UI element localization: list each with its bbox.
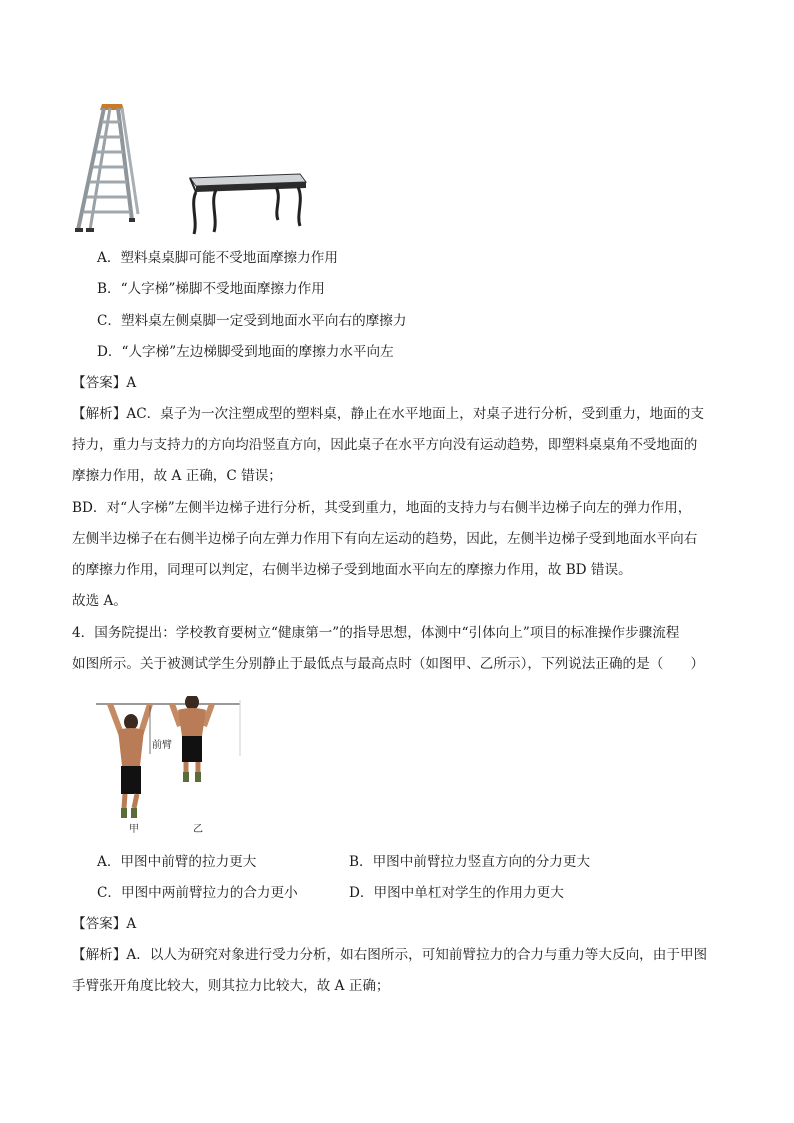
q4-stem-line: 如图所示。关于被测试学生分别静止于最低点与最高点时（如图甲、乙所示），下列说法正确的是（ ） — [72, 656, 705, 672]
figure-jia-person — [110, 704, 150, 818]
q3-option-c: C．塑料桌左侧桌脚一定受到地面水平向右的摩擦力 — [97, 313, 407, 329]
figure-label-yi: 乙 — [193, 824, 203, 835]
q3-analysis-line: 【解析】AC．桌子为一次注塑成型的塑料桌，静止在水平地面上，对桌子进行分析，受到重力，地面的支 — [72, 406, 704, 422]
q4-option-a: A．甲图中前臂的拉力更大 — [97, 854, 257, 870]
q3-option-a: A．塑料桌桌脚可能不受地面摩擦力作用 — [97, 250, 338, 266]
q3-analysis-line: 的摩擦力作用，同理可以判定，右侧半边梯子受到地面水平向左的摩擦力作用，故 BD 错误。 — [72, 562, 632, 578]
q3-option-d: D．“人字梯”左边梯脚受到地面的摩擦力水平向左 — [97, 344, 394, 360]
q4-answer: 【答案】A — [72, 916, 137, 932]
q3-analysis-line: 左侧半边梯子在右侧半边梯子向左弹力作用下有向左运动的趋势，因此，左侧半边梯子受到地面水平向右 — [72, 531, 698, 547]
q3-option-b: B．“人字梯”梯脚不受地面摩擦力作用 — [97, 281, 325, 297]
pull-up-figure — [94, 696, 244, 838]
q3-conclusion: 故选 A。 — [72, 593, 127, 609]
q3-answer: 【答案】A — [72, 375, 137, 391]
figure-label-jia: 甲 — [129, 824, 139, 835]
ladder-image — [72, 102, 142, 234]
figure-yi-person — [172, 696, 212, 782]
q3-analysis-line: 摩擦力作用，故 A 正确，C 错误； — [72, 468, 282, 484]
q4-option-b: B．甲图中前臂拉力竖直方向的分力更大 — [349, 854, 591, 870]
q4-option-c: C．甲图中两前臂拉力的合力更小 — [97, 885, 298, 901]
table-image — [186, 170, 308, 236]
q4-option-d: D．甲图中单杠对学生的作用力更大 — [349, 885, 564, 901]
figure-label-forearm: 前臂 — [152, 740, 172, 751]
q4-analysis-line: 【解析】A．以人为研究对象进行受力分析，如右图所示，可知前臂拉力的合力与重力等大反向，由于甲图 — [72, 947, 708, 963]
q4-stem-line: 4．国务院提出：学校教育要树立“健康第一”的指导思想，体测中“引体向上”项目的标准操作步骤流程 — [72, 625, 680, 641]
q3-analysis-line: BD．对“人字梯”左侧半边梯子进行分析，其受到重力，地面的支持力与右侧半边梯子向左的弹力作用， — [72, 500, 692, 516]
q3-analysis-line: 持力，重力与支持力的方向均沿竖直方向，因此桌子在水平方向没有运动趋势，即塑料桌桌角不受地面的 — [72, 437, 698, 453]
q4-analysis-line: 手臂张开角度比较大，则其拉力比较大，故 A 正确； — [72, 978, 390, 994]
